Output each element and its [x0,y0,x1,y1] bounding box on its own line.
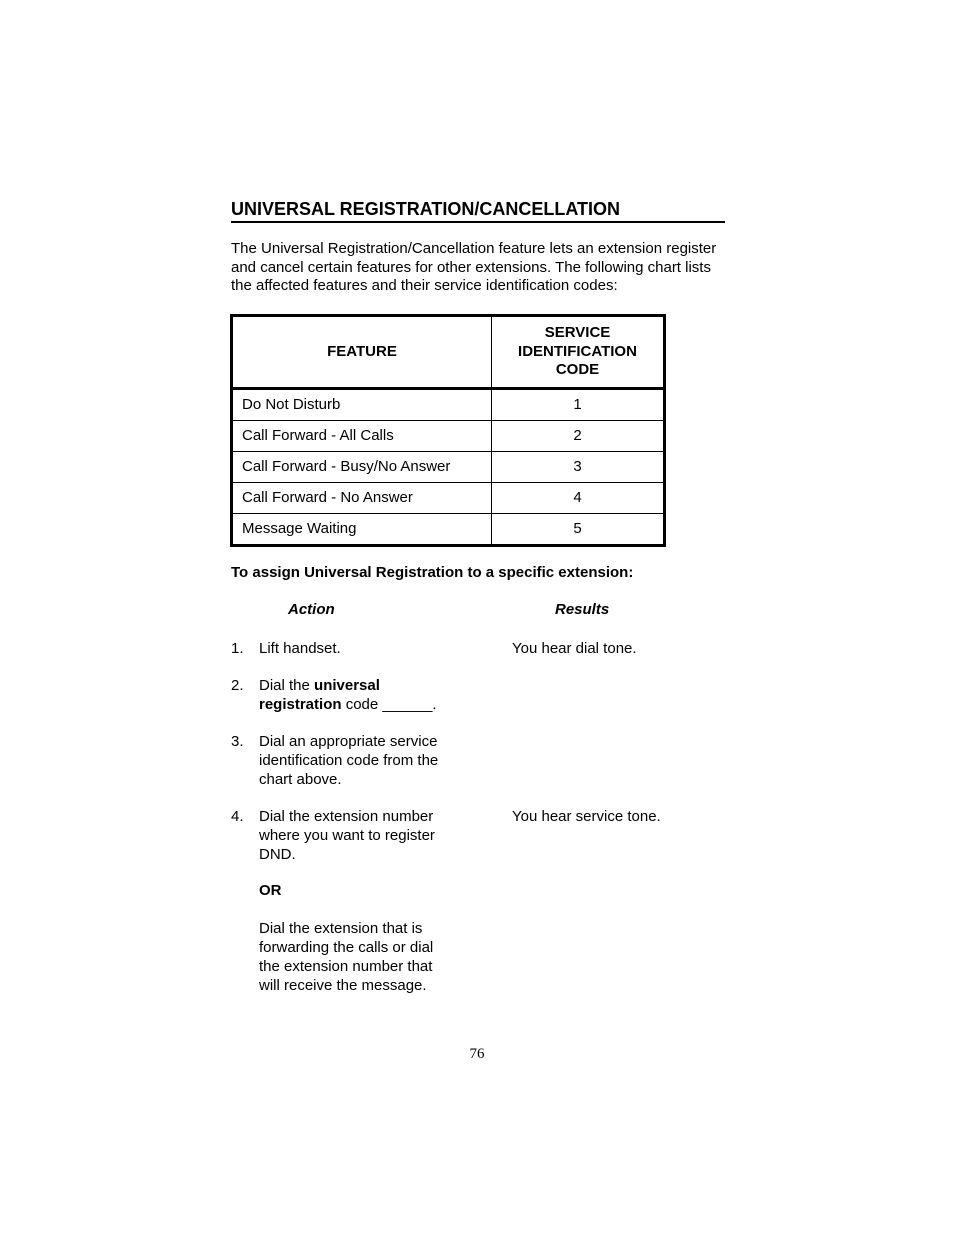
step-number: 4. [231,808,244,825]
page-number: 76 [469,1046,485,1062]
feature-cell: Do Not Disturb [232,389,492,421]
procedure-heading: To assign Universal Registration to a specific extension: [231,564,634,581]
table-row [232,483,665,514]
step-text-suffix: code ______. [345,696,437,713]
service-code-table [230,314,666,547]
results-column-header: Results [555,601,610,618]
table-header-row [232,316,665,389]
or-label: OR [259,882,282,899]
feature-cell: Call Forward - Busy/No Answer [232,452,492,483]
action-column-header: Action [288,601,335,618]
step-number: 3. [231,733,244,750]
step-number: 1. [231,640,244,657]
feature-column-header: FEATURE [232,316,492,389]
step-text [259,676,454,714]
table-row [232,389,665,421]
step-text-prefix: Dial the [259,677,310,694]
code-cell: 4 [492,483,665,514]
code-header-line: CODE [555,361,600,379]
code-cell: 2 [492,421,665,452]
step-text-bold: universal registration [259,677,380,713]
feature-cell: Call Forward - All Calls [232,421,492,452]
code-column-header [492,316,665,389]
table-row [232,514,665,546]
feature-cell: Message Waiting [232,514,492,546]
step-text: Dial an appropriate service identification code from the chart above. [259,733,439,788]
feature-cell: Call Forward - No Answer [232,483,492,514]
step-result: You hear service tone. [512,808,661,825]
section-title: UNIVERSAL REGISTRATION/CANCELLATION [231,198,725,223]
code-cell: 5 [492,514,665,546]
code-cell: 1 [492,389,665,421]
table-row [232,421,665,452]
code-header-line: SERVICE [544,324,611,342]
step-number: 2. [231,677,244,694]
step-result: You hear dial tone. [512,640,637,657]
code-header-line: IDENTIFICATION [518,342,637,360]
step-text: Dial the extension number where you want to register DND. [259,808,435,863]
intro-paragraph: The Universal Registration/Cancellation feature lets an extension register and cancel certain features for other extensions. The following chart lists the affected features and their service identification codes: [231,240,717,294]
step-alt-text: Dial the extension that is forwarding the calls or dial the extension number that will receive the message. [259,920,434,994]
code-cell: 3 [492,452,665,483]
step-text: Lift handset. [259,640,341,657]
table-row [232,452,665,483]
